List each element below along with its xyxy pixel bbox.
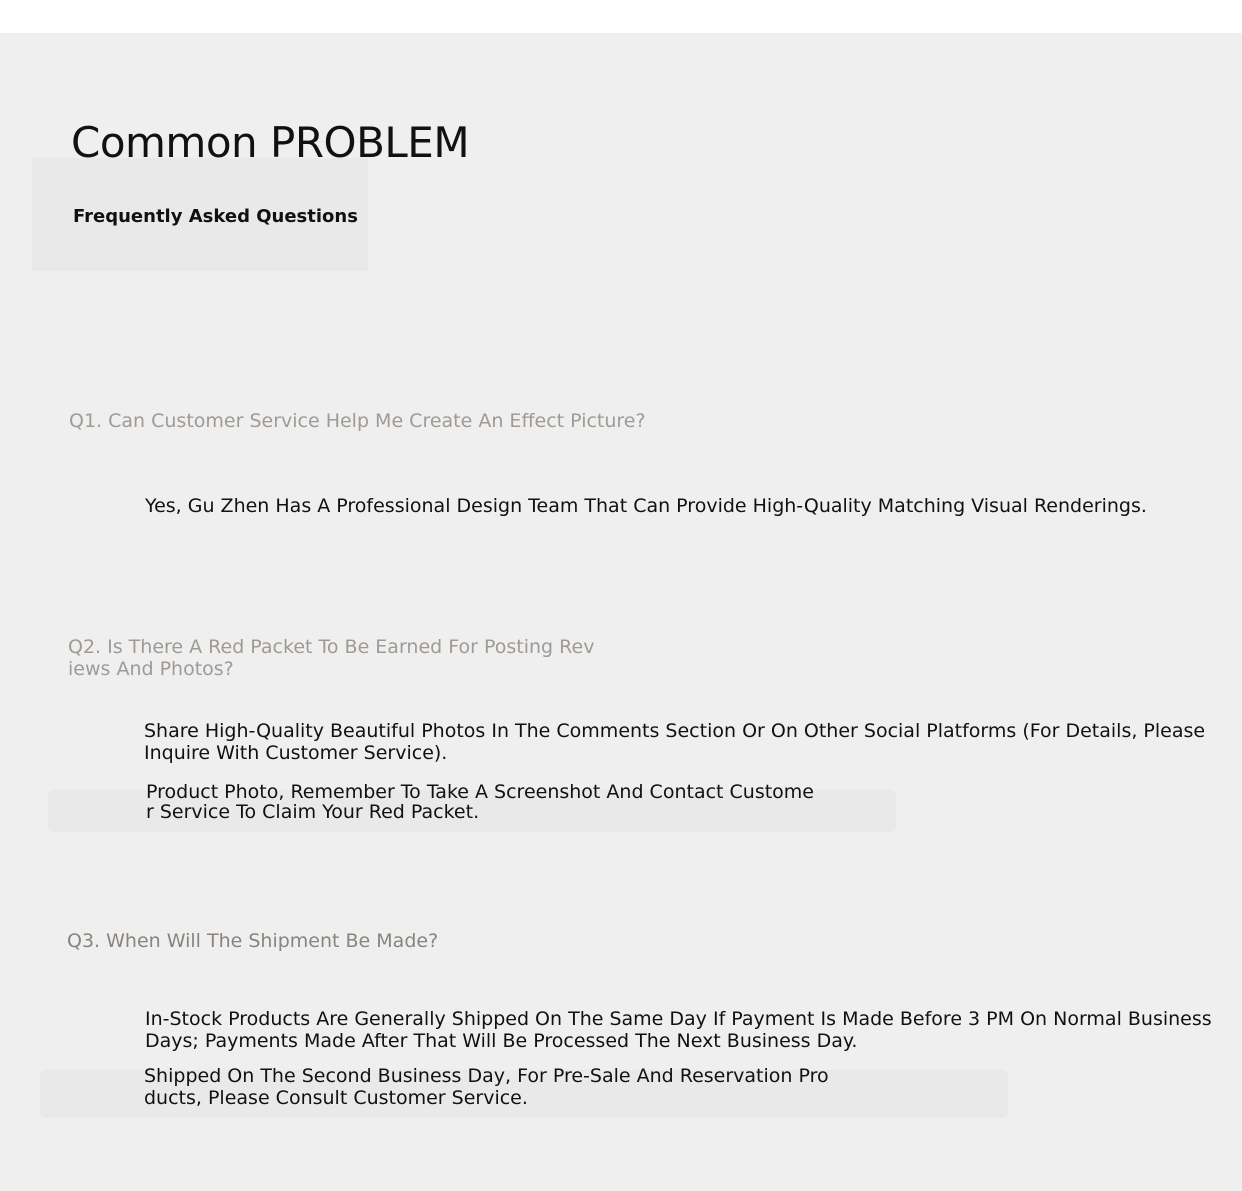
faq-answer-2-2: Product Photo, Remember To Take A Screenshot And Contact Customer Service To Claim Your Red Packet. bbox=[146, 781, 814, 823]
faq-answer-3-2: Shipped On The Second Business Day, For Pre-Sale And Reservation Products, Please Consult Customer Service. bbox=[144, 1065, 829, 1109]
faq-answer-3-1: In-Stock Products Are Generally Shipped On The Same Day If Payment Is Made Before 3 PM On Normal Business Days; Payments Made After That Will Be Processed The Next Business Day. bbox=[145, 1008, 1212, 1052]
faq-question-1: Q1. Can Customer Service Help Me Create An Effect Picture? bbox=[69, 410, 646, 432]
page-subtitle: Frequently Asked Questions bbox=[73, 206, 358, 227]
faq-question-2: Q2. Is There A Red Packet To Be Earned For Posting Reviews And Photos? bbox=[68, 636, 595, 680]
faq-answer-2-1: Share High-Quality Beautiful Photos In The Comments Section Or On Other Social Platforms (For Details, Please Inquire With Customer Service). bbox=[144, 720, 1206, 764]
faq-answer-1-1: Yes, Gu Zhen Has A Professional Design Team That Can Provide High-Quality Matching Visual Renderings. bbox=[145, 495, 1147, 517]
top-strip bbox=[0, 0, 1242, 33]
faq-question-3: Q3. When Will The Shipment Be Made? bbox=[67, 930, 439, 952]
page-title: Common PROBLEM bbox=[71, 118, 470, 167]
